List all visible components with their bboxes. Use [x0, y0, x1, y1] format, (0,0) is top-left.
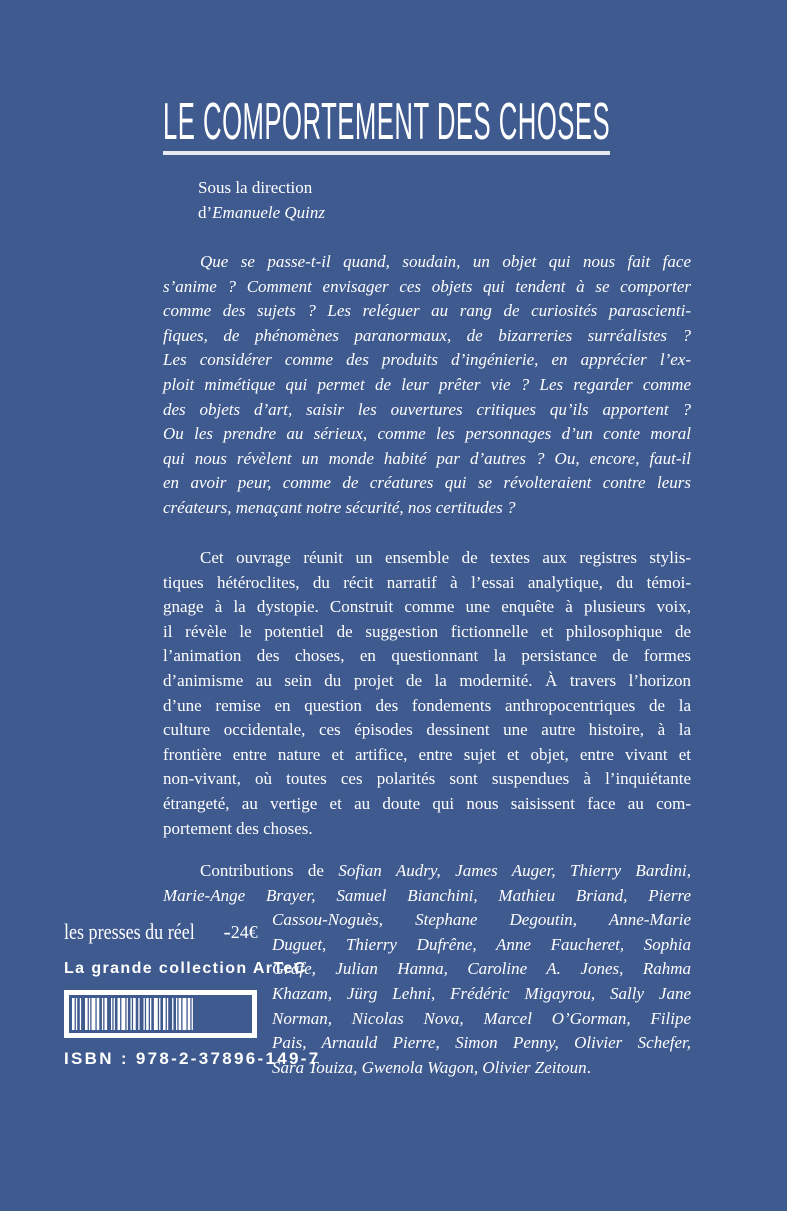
barcode-bar — [163, 998, 166, 1030]
text-line: d’animisme au sein du projet de la modernité. À travers l’horizon — [163, 670, 691, 690]
title-underline — [163, 151, 610, 155]
barcode-bar — [146, 998, 149, 1030]
contributor-names: Sofian Audry, James Auger, Thierry Bardini, — [338, 861, 691, 880]
barcode-bar — [144, 998, 145, 1030]
contributor-names: Sara Touiza, Gwenola Wagon, Olivier Zeitoun — [272, 1057, 587, 1077]
publisher-line — [64, 918, 257, 946]
editor-line — [198, 201, 325, 226]
editor-prefix: d’ — [198, 202, 213, 222]
collection-name: La grande collection ArTeC — [64, 960, 307, 977]
text-line: gnage à la dystopie. Construit comme une enquête à plusieurs voix, — [163, 597, 691, 617]
blurb-description — [163, 546, 691, 841]
barcode-bar — [133, 998, 136, 1030]
text-line: Les considérer comme des produits d’ingénierie, en apprécier l’ex- — [163, 350, 691, 370]
text-line: non-vivant, où toutes ces polarités sont suspendues à l’inquiétante — [163, 769, 691, 789]
editor-name: Emanuele Quinz — [212, 202, 326, 222]
text-line: Ou les prendre au sérieux, comme les personnages d’un conte moral — [163, 424, 691, 444]
text-line: d’une remise en question des fondements anthropocentriques de la — [163, 695, 691, 715]
barcode-bar — [127, 998, 128, 1030]
barcode-bar — [102, 998, 103, 1030]
text-line: il révèle le potentiel de suggestion fictionnelle et philosophique de — [163, 621, 691, 641]
text-line: ploit mimétique qui permet de leur prêter vie ? Les regarder comme — [163, 374, 691, 394]
barcode-bar — [183, 998, 187, 1030]
editor-credit — [198, 176, 325, 225]
contributor-names: Marie-Ange Brayer, Samuel Bianchini, Mathieu Briand, Pierre — [163, 885, 691, 905]
barcode-bar — [131, 998, 132, 1030]
contributor-names: Pais, Arnauld Pierre, Simon Penny, Olivier Schefer, — [272, 1033, 691, 1053]
text-line: des objets d’art, saisir les ouvertures critiques qu’ils apportent ? — [163, 399, 691, 419]
contributors-line — [163, 884, 691, 909]
text-line: tiques hétéroclites, du récit narratif à l’essai analytique, du témoi- — [163, 572, 691, 592]
barcode-bar — [176, 998, 177, 1030]
barcode-bar — [97, 998, 100, 1030]
text-line: s’anime ? Comment envisager ces objets qui tendent à se comporter — [163, 276, 691, 296]
blurb-questions — [163, 250, 691, 521]
barcode-bar — [172, 998, 173, 1030]
price: 24€ — [230, 922, 258, 942]
publisher-name: les presses du réel — [64, 919, 195, 944]
barcode-bar — [159, 998, 160, 1030]
text-line: créateurs, menaçant notre sécurité, nos certitudes ? — [163, 497, 516, 517]
barcode-bar — [111, 998, 112, 1030]
contributors-label: Contributions de — [200, 861, 339, 880]
text-line: Cet ouvrage réunit un ensemble de textes aux registres stylis- — [200, 548, 691, 567]
barcode-bar — [118, 998, 121, 1030]
barcode-bar — [105, 998, 108, 1030]
contributor-names: Gräfe, Julian Hanna, Caroline A. Jones, Rahma — [272, 959, 691, 979]
barcode-bar — [72, 998, 75, 1030]
barcode-bar — [89, 998, 90, 1030]
barcode-bar — [179, 998, 182, 1030]
barcode-bar — [192, 998, 193, 1030]
separator: - — [223, 919, 231, 944]
barcode-bar — [76, 998, 77, 1030]
text-line: portement des choses. — [163, 818, 313, 838]
text-line: culture occidentale, ces épisodes dessinent une autre histoire, à la — [163, 720, 691, 740]
text-line: qui nous révèlent un monde habité par d’autres ? Ou, encore, faut-il — [163, 448, 691, 468]
text-line: Que se passe-t-il quand, soudain, un objet qui nous fait face — [200, 252, 691, 271]
barcode-bar — [85, 998, 88, 1030]
isbn: ISBN : 978-2-37896-149-7 — [64, 1049, 321, 1068]
text-line: étrangeté, au vertige et au doute qui nous saisissent face au com- — [163, 793, 691, 813]
contributors-line — [163, 859, 691, 884]
barcode-bar — [150, 998, 151, 1030]
contributor-names: Khazam, Jürg Lehni, Frédéric Migayrou, Sally Jane — [272, 983, 691, 1003]
barcode-bar — [154, 998, 158, 1030]
barcode-bar — [80, 998, 81, 1030]
text-line: frontière entre nature et artifice, entre sujet et objet, entre vivant et — [163, 744, 691, 764]
barcode-bar — [138, 998, 139, 1030]
barcode-bar — [114, 998, 115, 1030]
text-line: en avoir peur, comme de créatures qui se révolteraient contre leurs — [163, 473, 691, 493]
barcode-bar — [121, 998, 125, 1030]
barcode-bar — [167, 998, 168, 1030]
contributor-names: Cassou-Noguès, Stephane Degoutin, Anne-Marie — [272, 910, 691, 930]
contributor-names: Norman, Nicolas Nova, Marcel O’Gorman, Filipe — [272, 1008, 691, 1028]
text-line: l’animation des choses, en questionnant la persistance de formes — [163, 646, 691, 666]
barcode-bar — [92, 998, 96, 1030]
book-title: LE COMPORTEMENT DES CHOSES — [163, 93, 611, 151]
contributors-label: . — [586, 1057, 591, 1077]
title-wrap — [163, 93, 611, 151]
barcode — [64, 990, 257, 1038]
text-line: fiques, de phénomènes paranormaux, de bizarreries surréalistes ? — [163, 325, 691, 345]
barcode-bar — [188, 998, 191, 1030]
contributor-names: Duguet, Thierry Dufrêne, Anne Faucheret, Sophia — [272, 934, 691, 954]
direction-label: Sous la direction — [198, 178, 313, 197]
text-line: comme des sujets ? Les reléguer au rang de curiosités parascienti- — [163, 301, 691, 321]
